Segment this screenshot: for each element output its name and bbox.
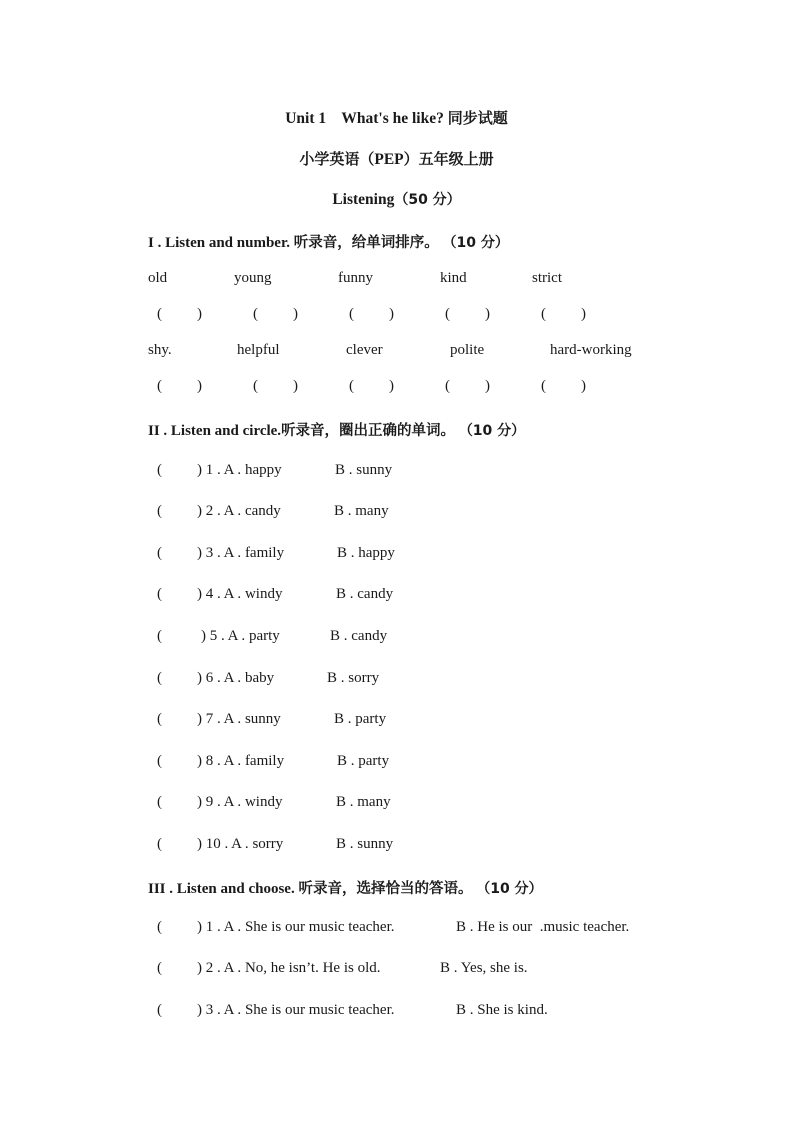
paren-close: )	[485, 378, 490, 394]
paren-open: (	[253, 306, 258, 322]
answer-blank-2-2[interactable]	[253, 378, 298, 395]
option-a: windy	[244, 794, 283, 810]
paren-open: (	[349, 378, 354, 394]
option-b-text: sunny	[357, 836, 394, 852]
word-2-1: shy.	[148, 342, 172, 358]
option-b: B . party	[337, 753, 390, 769]
answer-blank-1-4[interactable]	[445, 306, 490, 323]
option-b: B . candy	[336, 586, 394, 602]
option-b: B . Yes, she is.	[440, 960, 528, 976]
option-b-text: many	[355, 503, 389, 519]
answer-blank[interactable]: (	[157, 628, 162, 644]
option-b-text: candy	[357, 586, 394, 602]
question-number: 6	[205, 670, 214, 686]
paren-close: )	[293, 378, 298, 394]
question-number: 3	[205, 545, 214, 561]
paren-open: (	[445, 378, 450, 394]
answer-blank[interactable]: (	[157, 711, 162, 727]
option-b-text: He is our .music teacher.	[477, 919, 630, 935]
option-b: B . sunny	[336, 836, 394, 852]
answer-blank[interactable]: (	[157, 836, 162, 852]
part-score: （50 分）	[394, 192, 461, 208]
answer-blank-2-5[interactable]	[541, 378, 586, 395]
option-b-text: sorry	[348, 670, 380, 686]
answer-blank[interactable]: (	[157, 503, 162, 519]
section-1-instruction: 听录音，给单词排序。	[293, 235, 439, 251]
section-3-instruction: 听录音，选择恰当的答语。	[298, 881, 473, 897]
question-number: 10	[205, 836, 221, 852]
word-1-1: old	[148, 270, 168, 286]
option-a: family	[244, 545, 285, 561]
word-1-5: strict	[532, 270, 562, 286]
section-3-heading	[148, 877, 543, 898]
answer-blank[interactable]: (	[157, 545, 162, 561]
section-2-score: （10 分）	[458, 423, 526, 439]
question-item: ( ) 9 . A . windy B . many	[157, 794, 391, 810]
section-2-instruction: 听录音，圈出正确的单词。	[281, 423, 456, 439]
option-b-text: sunny	[356, 462, 393, 478]
word-2-3: clever	[346, 342, 383, 358]
question-item: ( ) 1 . A . happy B . sunny	[157, 462, 393, 478]
paren-open: (	[253, 378, 258, 394]
answer-blank[interactable]: (	[157, 753, 162, 769]
word-2-4: polite	[450, 342, 485, 358]
section-2-heading	[148, 419, 525, 440]
option-a: party	[248, 628, 280, 644]
paren-open: (	[349, 306, 354, 322]
answer-blank[interactable]: (	[157, 1002, 162, 1018]
part-heading	[0, 189, 793, 209]
part-title: Listening	[332, 191, 395, 208]
paren-close: )	[197, 306, 202, 322]
question-item: ( ) 5 . A . party B . candy	[157, 628, 388, 644]
answer-blank[interactable]: (	[157, 794, 162, 810]
paren-open: (	[445, 306, 450, 322]
question-number: 1	[205, 919, 214, 935]
word-2-2: helpful	[237, 342, 280, 358]
document-subtitle	[0, 148, 793, 169]
answer-blank-1-1[interactable]	[157, 306, 202, 323]
question-item: ( ) 3 . A . She is our music teacher. B . She is kind.	[157, 1002, 548, 1018]
question-number: 9	[205, 794, 214, 810]
option-a: sunny	[244, 711, 281, 727]
answer-blank[interactable]: (	[157, 960, 162, 976]
section-1-heading	[148, 231, 509, 252]
answer-blank-1-5[interactable]	[541, 306, 586, 323]
paren-open: (	[157, 378, 162, 394]
document-title	[0, 107, 793, 128]
section-2-label: II . Listen and circle.	[148, 423, 282, 439]
question-item: ( ) 2 . A . No, he isn’t. He is old. B . Yes, she is.	[157, 960, 528, 976]
title-english: Unit 1 What's he like?	[285, 110, 444, 127]
option-a: family	[244, 753, 285, 769]
section-1-label: I . Listen and number.	[148, 235, 290, 251]
question-number: 2	[205, 960, 214, 976]
question-item: ( ) 3 . A . family B . happy	[157, 545, 395, 561]
answer-blank-2-3[interactable]	[349, 378, 394, 395]
answer-blank-1-2[interactable]	[253, 306, 298, 323]
paren-close: )	[581, 378, 586, 394]
option-b-text: party	[358, 753, 390, 769]
paren-open: (	[541, 306, 546, 322]
option-b-text: candy	[351, 628, 388, 644]
question-item: ( ) 6 . A . baby B . sorry	[157, 670, 380, 686]
question-item: ( ) 2 . A . candy B . many	[157, 503, 389, 519]
option-a: windy	[244, 586, 283, 602]
subtitle-en: PEP	[374, 151, 404, 168]
subtitle-cn-part2: ）五年级上册	[403, 150, 494, 168]
option-a: sorry	[252, 836, 284, 852]
paren-open: (	[541, 378, 546, 394]
option-b-text: She is kind.	[477, 1002, 548, 1018]
answer-blank[interactable]: (	[157, 586, 162, 602]
answer-blank[interactable]: (	[157, 919, 162, 935]
question-number: 8	[205, 753, 214, 769]
subtitle-cn-part1: 小学英语（	[299, 150, 375, 168]
question-item: ( ) 8 . A . family B . party	[157, 753, 390, 769]
question-number: 2	[205, 503, 214, 519]
option-a: baby	[244, 670, 275, 686]
paren-open: (	[157, 306, 162, 322]
question-item: ( ) 7 . A . sunny B . party	[157, 711, 387, 727]
answer-blank-2-4[interactable]	[445, 378, 490, 395]
paren-close: )	[197, 378, 202, 394]
answer-blank[interactable]: (	[157, 462, 162, 478]
word-2-5: hard-working	[550, 342, 632, 358]
option-b: B . He is our .music teacher.	[456, 919, 630, 935]
paren-close: )	[581, 306, 586, 322]
option-b-text: many	[357, 794, 391, 810]
word-1-3: funny	[338, 270, 373, 286]
option-b: B . sunny	[335, 462, 393, 478]
option-b: B . She is kind.	[456, 1002, 548, 1018]
option-a: No, he isn’t. He is old.	[244, 960, 381, 976]
question-item: ( ) 10 . A . sorry B . sunny	[157, 836, 394, 852]
title-chinese: 同步试题	[447, 109, 508, 127]
option-b: B . many	[336, 794, 391, 810]
option-b: B . many	[334, 503, 389, 519]
option-b: B . candy	[330, 628, 388, 644]
option-a: happy	[244, 462, 282, 478]
question-number: 1	[205, 462, 214, 478]
option-b: B . happy	[337, 545, 395, 561]
option-b-text: Yes, she is.	[460, 960, 528, 976]
question-item: ( ) 1 . A . She is our music teacher. B . He is our .music teacher.	[157, 919, 630, 935]
question-item: ( ) 4 . A . windy B . candy	[157, 586, 394, 602]
section-3-label: III . Listen and choose.	[148, 881, 295, 897]
option-a: She is our music teacher.	[244, 1002, 395, 1018]
question-number: 3	[205, 1002, 214, 1018]
section-1-score: （10 分）	[442, 235, 509, 251]
option-a: She is our music teacher.	[244, 919, 395, 935]
section-3-score: （10 分）	[476, 881, 543, 897]
option-b-text: happy	[358, 545, 395, 561]
option-a: candy	[244, 503, 281, 519]
question-number: 5	[209, 628, 218, 644]
word-1-2: young	[234, 270, 272, 286]
question-number: 4	[205, 586, 214, 602]
option-b-text: party	[355, 711, 387, 727]
question-number: 7	[205, 711, 214, 727]
option-b: B . sorry	[327, 670, 380, 686]
answer-blank-2-1[interactable]	[157, 378, 202, 395]
paren-close: )	[389, 306, 394, 322]
paren-close: )	[389, 378, 394, 394]
option-b: B . party	[334, 711, 387, 727]
paren-close: )	[293, 306, 298, 322]
answer-blank-1-3[interactable]	[349, 306, 394, 323]
paren-close: )	[485, 306, 490, 322]
answer-blank[interactable]: (	[157, 670, 162, 686]
word-1-4: kind	[440, 270, 467, 286]
